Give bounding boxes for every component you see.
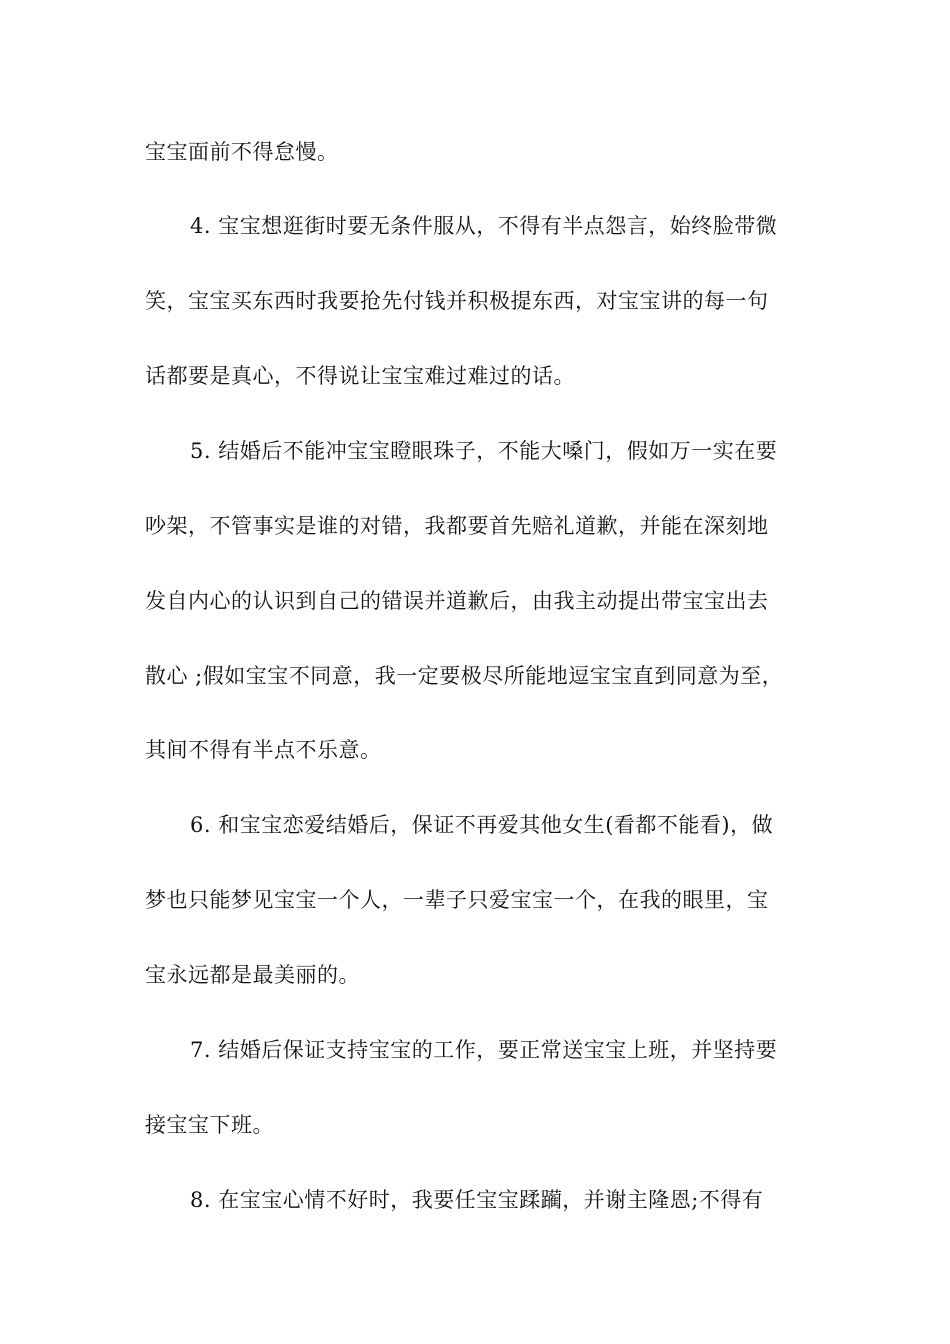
- text-line: 笑，宝宝买东西时我要抢先付钱并积极提东西，对宝宝讲的每一句: [145, 289, 769, 313]
- text-line: 话都要是真心，不得说让宝宝难过难过的话。: [145, 364, 575, 388]
- text-line: 宝永远都是最美丽的。: [145, 963, 360, 987]
- text-line: 5. 结婚后不能冲宝宝瞪眼珠子，不能大嗓门，假如万一实在要: [190, 439, 778, 463]
- text-line: 接宝宝下班。: [145, 1113, 274, 1137]
- text-line: 宝宝面前不得怠慢。: [145, 140, 339, 164]
- text-line: 散心 ;假如宝宝不同意，我一定要极尽所能地逗宝宝直到同意为至，: [145, 664, 784, 688]
- text-line: 其间不得有半点不乐意。: [145, 738, 382, 762]
- text-line: 6. 和宝宝恋爱结婚后，保证不再爱其他女生(看都不能看)，做: [190, 813, 774, 837]
- text-line: 梦也只能梦见宝宝一个人，一辈子只爱宝宝一个，在我的眼里，宝: [145, 888, 769, 912]
- text-line: 4. 宝宝想逛街时要无条件服从，不得有半点怨言，始终脸带微: [190, 214, 778, 238]
- text-line: 7. 结婚后保证支持宝宝的工作，要正常送宝宝上班，并坚持要: [190, 1038, 778, 1062]
- text-line: 8. 在宝宝心情不好时，我要任宝宝蹂躏，并谢主隆恩;不得有: [190, 1188, 764, 1212]
- text-line: 发自内心的认识到自己的错误并道歉后，由我主动提出带宝宝出去: [145, 589, 769, 613]
- text-line: 吵架，不管事实是谁的对错，我都要首先赔礼道歉，并能在深刻地: [145, 514, 769, 538]
